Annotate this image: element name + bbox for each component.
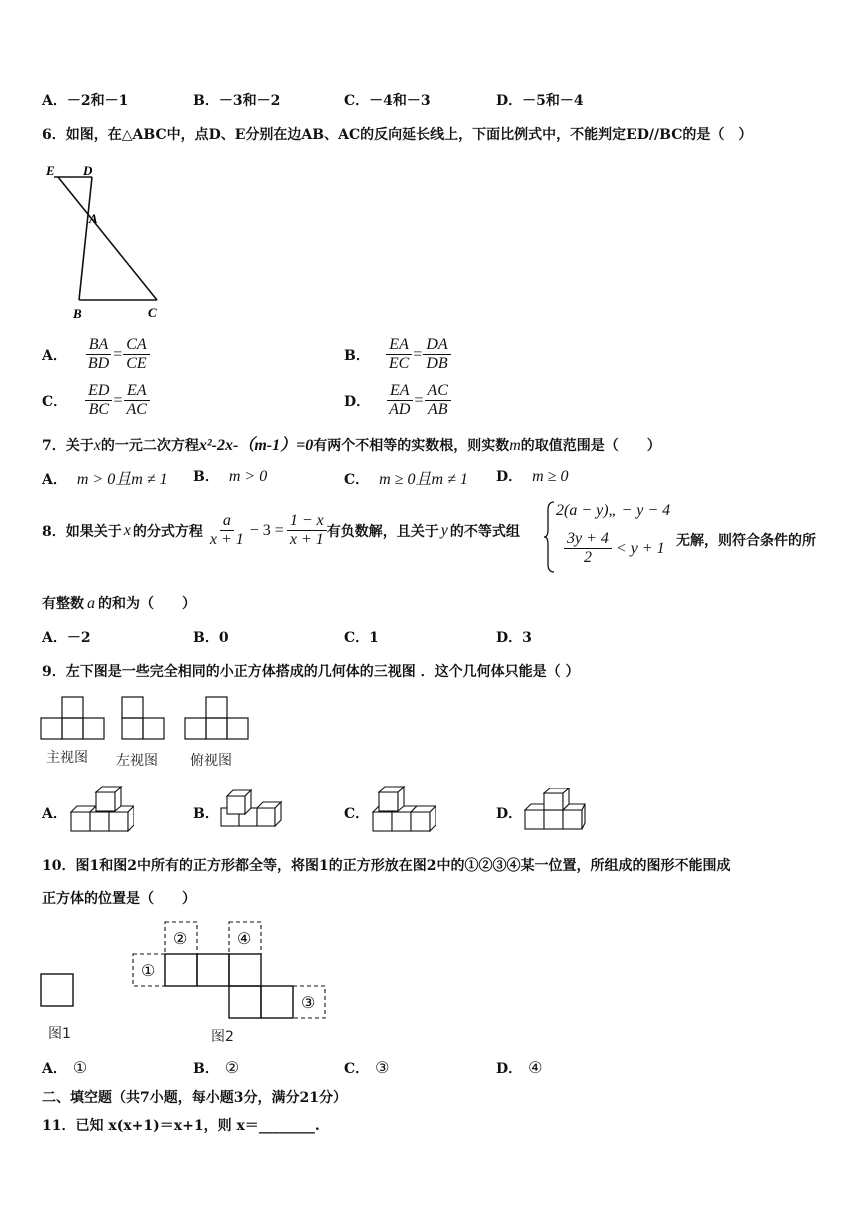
left-view-figure: [121, 695, 167, 741]
q9-option-b-solid: [218, 788, 284, 832]
q11-stem: 11．已知 x(x+1)＝x+1，则 x＝________.: [42, 1118, 320, 1134]
q8-option-a: A．－2: [42, 630, 91, 646]
q8-stem: 8．如果关于 x 的分式方程 $\frac{a}{x + 1}$ − 3 = $\frac{1 - x}{x + 1}$ 有负数解，且关于 y 的不等式组: [42, 512, 520, 548]
label-c: C: [148, 305, 157, 320]
figure1-square: [40, 973, 76, 1009]
q6-stem: 6．如图，在△ABC中，点D、E分别在边AB、AC的反向延长线上，下面比例式中，不能判定ED//BC的是（ ）: [42, 127, 753, 143]
mark-1: ①: [141, 963, 156, 980]
label-e: E: [46, 163, 55, 178]
label-a: A: [89, 211, 98, 226]
q8-option-c: C．1: [344, 630, 379, 646]
q10-option-a: A． ①: [42, 1058, 88, 1077]
q6-option-c: C． $\frac{ED}{BC}$ = $\frac{EA}{AC}$: [42, 382, 150, 419]
q10-option-d: D． ④: [496, 1058, 543, 1077]
mark-2: ②: [173, 931, 188, 948]
q8-ineq-line1: 2(a − y)„ − y − 4: [556, 502, 671, 519]
q9-stem: 9．左下图是一些完全相同的小正方体搭成的几何体的三视图 ．这个几何体只能是（ ）: [42, 664, 580, 680]
q5-option-a: A．－2和－1: [42, 93, 129, 109]
q8-option-b: B．0: [193, 630, 229, 646]
left-brace-icon: [542, 500, 556, 574]
q10-stem-line2: 正方体的位置是（ ）: [42, 891, 196, 907]
q6-triangle-figure: [40, 163, 170, 323]
label-d: D: [83, 163, 93, 178]
q7-option-a: A． m > 0且m ≠ 1: [42, 471, 168, 488]
q5-option-d: D．－5和－4: [496, 93, 584, 109]
mark-4: ④: [237, 931, 252, 948]
q6-option-a: A． $\frac{BA}{BD}$ = $\frac{CA}{CE}$: [42, 336, 150, 373]
q7-option-d: D． m ≥ 0: [496, 468, 569, 485]
q7-stem: 7．关于x的一元二次方程x²-2x-（m-1）=0有两个不相等的实数根，则实数m的取值范围是（ ）: [42, 437, 661, 454]
q9-option-b: B．: [193, 806, 219, 822]
q8-stem-line2: 有整数 a 的和为（ ）: [42, 595, 196, 612]
left-view-caption: 左视图: [116, 753, 158, 769]
q8-stem-tail: 无解，则符合条件的所: [676, 533, 816, 549]
top-view-figure: [184, 695, 250, 741]
q6-option-d: D． $\frac{EA}{AD}$ = $\frac{AC}{AB}$: [344, 382, 451, 419]
q9-option-a-solid: [68, 786, 134, 834]
front-view-caption: 主视图: [46, 750, 88, 766]
q7-option-b: B． m > 0: [193, 468, 268, 485]
q8-ineq-line2: $\frac{3y + 4}{2}$ < y + 1: [564, 530, 665, 567]
q8-option-d: D．3: [496, 630, 532, 646]
q9-option-d: D．: [496, 806, 523, 822]
front-view-figure: [40, 695, 106, 741]
label-b: B: [73, 306, 82, 321]
q9-option-c: C．: [344, 806, 370, 822]
figure1-caption: 图1: [48, 1026, 71, 1042]
figure2-caption: 图2: [211, 1029, 234, 1045]
figure2-net: [132, 920, 328, 1020]
q5-option-b: B．－3和－2: [193, 93, 281, 109]
q9-option-a: A．: [42, 806, 67, 822]
q11-blank: ________: [258, 1118, 315, 1134]
q7-option-c: C． m ≥ 0且m ≠ 1: [344, 471, 468, 488]
top-view-caption: 俯视图: [190, 753, 232, 769]
q10-option-c: C． ③: [344, 1058, 390, 1077]
q5-option-c: C．－4和－3: [344, 93, 431, 109]
q10-stem-line1: 10．图1和图2中所有的正方形都全等，将图1的正方形放在图2中的①②③④某一位置，所组成的图形不能围成: [42, 858, 731, 874]
q9-option-d-solid: [522, 788, 588, 834]
q6-option-b: B． $\frac{EA}{EC}$ = $\frac{DA}{DB}$: [344, 336, 451, 373]
q10-option-b: B． ②: [193, 1058, 240, 1077]
section-2-heading: 二、填空题（共7小题，每小题3分，满分21分）: [42, 1090, 347, 1106]
mark-3: ③: [301, 995, 316, 1012]
q9-option-c-solid: [370, 786, 436, 834]
